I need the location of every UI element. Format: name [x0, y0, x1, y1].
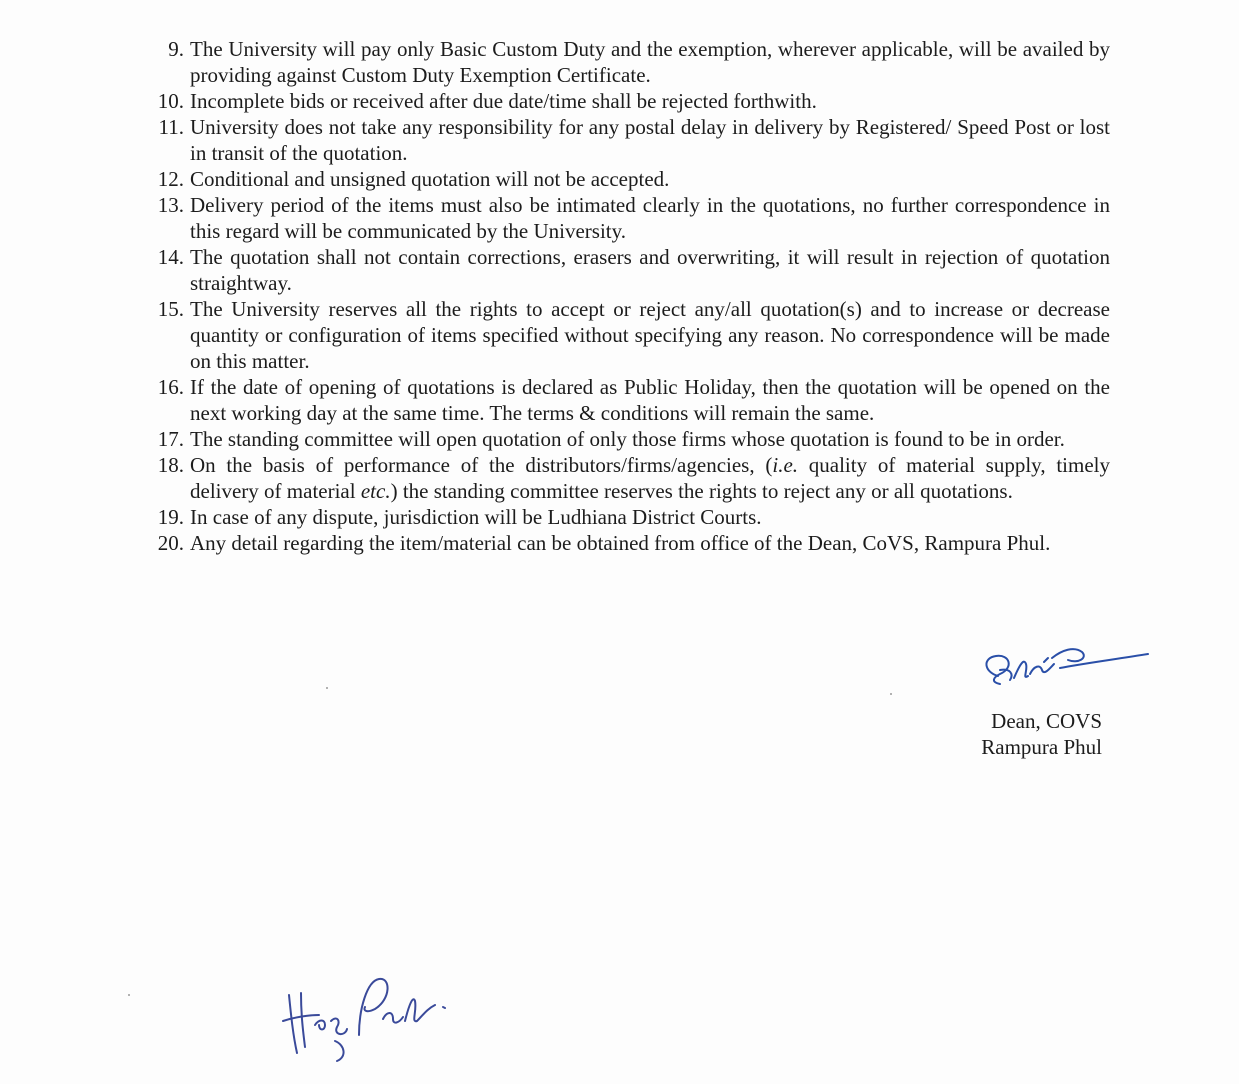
- clause-16: [140, 374, 1110, 426]
- clause-number: 20.: [157, 531, 184, 555]
- clause-number: 15.: [157, 297, 184, 321]
- clause-number: 10.: [157, 89, 184, 113]
- scan-speck: [128, 994, 130, 996]
- scan-speck: [890, 693, 892, 695]
- clause-number: 11.: [158, 115, 184, 139]
- dean-signature: [970, 628, 1150, 698]
- clause-text: Conditional and unsigned quotation will not be accepted.: [190, 167, 670, 191]
- clause-text: In case of any dispute, jurisdiction will be Ludhiana District Courts.: [190, 505, 762, 529]
- clause-text: The University will pay only Basic Custom Duty and the exemption, wherever applicable, will be availed by providing against Custom Duty Exemption Certificate.: [190, 37, 1110, 87]
- clause-text: Incomplete bids or received after due date/time shall be rejected forthwith.: [190, 89, 817, 113]
- signatory-designation: Dean, COVS: [991, 709, 1102, 733]
- clause-text: The University reserves all the rights to accept or reject any/all quotation(s) and to increase or decrease quantity or configuration of items specified without specifying any reason. No correspondence will be made on this matter.: [190, 297, 1110, 373]
- italic-abbreviation: etc.: [360, 479, 391, 503]
- clause-number: 12.: [157, 167, 184, 191]
- clause-text: Delivery period of the items must also be intimated clearly in the quotations, no further correspondence in this regard will be communicated by the University.: [190, 193, 1110, 243]
- scan-speck: [326, 687, 328, 689]
- clause-11: [140, 114, 1110, 166]
- clause-number: 9.: [168, 37, 184, 61]
- terms-and-conditions-list: [140, 36, 1110, 556]
- clause-text: Any detail regarding the item/material can be obtained from office of the Dean, CoVS, Rampura Phul.: [190, 531, 1051, 555]
- signatory-place: Rampura Phul: [981, 735, 1102, 759]
- clause-text: The standing committee will open quotation of only those firms whose quotation is found to be in order.: [190, 427, 1065, 451]
- clause-text: If the date of opening of quotations is declared as Public Holiday, then the quotation will be opened on the next working day at the same time. The terms & conditions will remain the same.: [190, 375, 1110, 425]
- clause-text-part: ) the standing committee reserves the rights to reject any or all quotations.: [390, 479, 1013, 503]
- clause-number: 16.: [157, 375, 184, 399]
- clause-10: [140, 88, 1110, 114]
- clause-19: [140, 504, 1110, 530]
- clause-number: 17.: [157, 427, 184, 451]
- italic-abbreviation: i.e.: [772, 453, 799, 477]
- clause-18: [140, 452, 1110, 504]
- signature-block: [940, 628, 1120, 768]
- clause-12: [140, 166, 1110, 192]
- clause-14: [140, 244, 1110, 296]
- clause-number: 14.: [157, 245, 184, 269]
- handwritten-initials: [275, 965, 475, 1065]
- clause-17: [140, 426, 1110, 452]
- clause-number: 19.: [157, 505, 184, 529]
- clause-text-part: quality of material supply, timely delivery of material: [190, 453, 1110, 503]
- clause-13: [140, 192, 1110, 244]
- clause-text: University does not take any responsibility for any postal delay in delivery by Registered/ Speed Post or lost in transit of the quotation.: [190, 115, 1110, 165]
- clause-9: [140, 36, 1110, 88]
- clause-number: 13.: [157, 193, 184, 217]
- clause-text-part: On the basis of performance of the distributors/firms/agencies, (: [190, 453, 773, 477]
- clause-15: [140, 296, 1110, 374]
- clause-text: [190, 452, 1110, 504]
- clause-20: [140, 530, 1110, 556]
- clause-number: 18.: [157, 453, 184, 477]
- clause-text: The quotation shall not contain corrections, erasers and overwriting, it will result in rejection of quotation straightway.: [190, 245, 1110, 295]
